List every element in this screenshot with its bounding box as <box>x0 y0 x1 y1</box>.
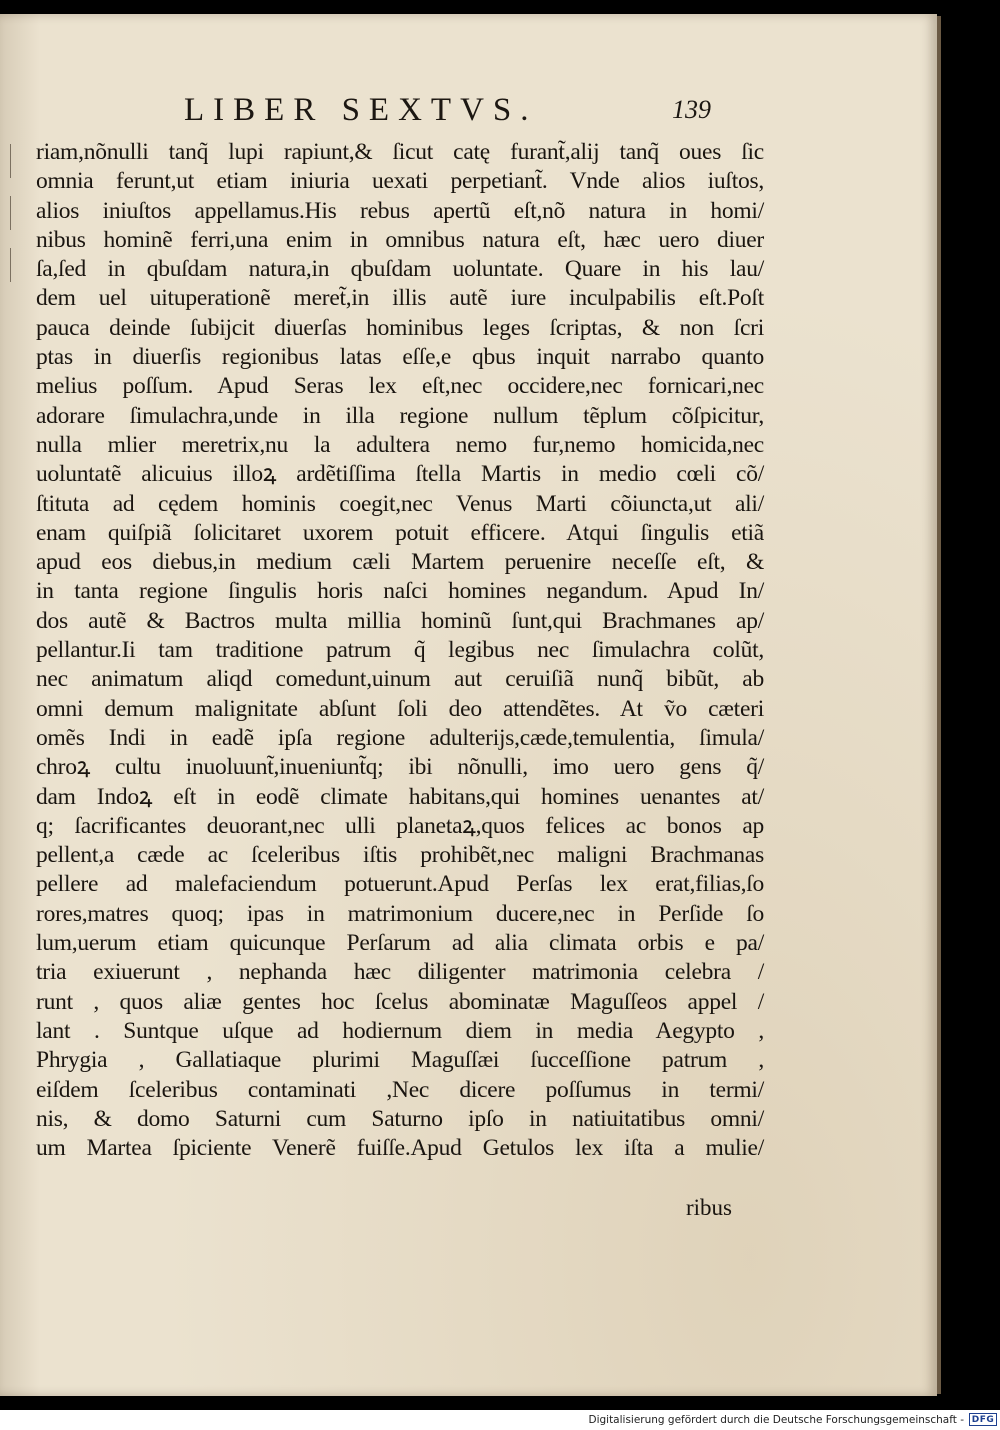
footer-bar <box>0 1410 1000 1430</box>
text-line: enam quiſpiã ſolicitaret uxorem potuit efficere. Atqui ſingulis etiã <box>36 519 764 546</box>
text-block <box>36 138 764 1163</box>
text-line: pellent,a cæde ac ſceleribus iſtis prohibẽt,nec maligni Brachmanas <box>36 842 764 869</box>
text-line: lant . Suntque uſque ad hodiernum diem in media Aegypto , <box>36 1017 764 1044</box>
text-line: riam,nõnulli tanq̃ lupi rapiunt,& ſicut catę furant̃,alij tanq̃ oues ſic <box>36 139 764 165</box>
text-line: omnia ferunt,ut etiam iniuria uexati perpetiant̃. Vnde alios iuſtos, <box>36 168 764 195</box>
text-line: nulla mlier meretrix,nu la adultera nemo fur,nemo homicida,nec <box>36 431 764 458</box>
text-line: rores,matres quoq; ipas in matrimonium ducere,nec in Perſide ſo <box>36 900 764 927</box>
text-line: uoluntatẽ alicuius illoꝝ ardẽtiſſima ſtella Martis in medio cœli cõ/ <box>36 461 764 488</box>
text-line: chroꝝ cultu inuoluunt̃,inueniunt̃q; ibi nõnulli, imo uero gens q̃/ <box>36 754 764 781</box>
text-line: nibus hominẽ ferri,una enim in omnibus natura eſt, hæc uero diuer <box>36 226 764 253</box>
text-line: um Martea ſpiciente Venerẽ fuiſſe.Apud Getulos lex iſta a mulie/ <box>36 1135 764 1162</box>
text-line: apud eos diebus,in medium cæli Martem peruenire neceſſe eſt, & <box>36 549 764 576</box>
page-edge <box>937 16 941 1394</box>
dfg-logo-icon: DFG <box>969 1413 997 1426</box>
text-line: nec animatum aliqd comedunt,uinum aut ceruiſiã nunq̃ bibũt, ab <box>36 666 764 693</box>
text-line: ſtituta ad cędem hominis coegit,nec Venus Marti cõiuncta,ut ali/ <box>36 490 764 517</box>
catchword: ribus <box>686 1195 732 1220</box>
folio-number: 139 <box>672 95 711 124</box>
text-line: in tanta regione ſingulis horis naſci homines negandum. Apud In/ <box>36 578 764 605</box>
text-line: pellantur.Ii tam traditione patrum q̃ legibus nec ſimulachra colũt, <box>36 637 764 664</box>
text-line: Phrygia , Gallatiaque plurimi Maguſſæi ſucceſſione patrum , <box>36 1047 764 1074</box>
running-title: LIBER SEXTVS. <box>184 92 538 128</box>
text-line: runt , quos aliæ gentes hoc ſcelus abominatæ Maguſſeos appel / <box>36 988 764 1015</box>
text-line: adorare ſimulachra,unde in illa regione nullum tẽplum cõſpicitur, <box>36 402 764 429</box>
text-line: alios iniuſtos appellamus.His rebus apertũ eſt,nõ natura in homi/ <box>36 197 764 224</box>
footer-credit: Digitalisierung gefördert durch die Deutsche Forschungsgemeinschaft - <box>588 1414 964 1426</box>
text-line: omẽs Indi in eadẽ ipſa regione adulterijs,cæde,temulentia, ſimula/ <box>36 724 764 751</box>
text-line: pellere ad malefaciendum potuerunt.Apud Perſas lex erat,filias,ſo <box>36 871 764 898</box>
text-line: dem uel uituperationẽ meret̃,in illis autẽ iure inculpabilis eſt.Poſt <box>36 285 764 312</box>
text-line: ſa,ſed in qbuſdam natura,in qbuſdam uoluntate. Quare in his lau/ <box>36 256 764 283</box>
book-page <box>0 14 937 1396</box>
gutter-marks <box>6 144 20 304</box>
text-line: tria exiuerunt , nephanda hæc diligenter matrimonia celebra / <box>36 959 764 986</box>
text-line: nis, & domo Saturni cum Saturno ipſo in natiuitatibus omni/ <box>36 1105 764 1132</box>
text-line: ptas in diuerſis regionibus latas eſſe,e qbus inquit narrabo quanto <box>36 344 764 371</box>
text-line: eiſdem ſceleribus contaminati ,Nec dicere poſſumus in termi/ <box>36 1076 764 1103</box>
text-line: pauca deinde ſubijcit diuerſas hominibus leges ſcriptas, & non ſcri <box>36 314 764 341</box>
text-line: omni demum malignitate abſunt ſoli deo attendẽtes. At ṽo cæteri <box>36 695 764 722</box>
text-line: melius poſſum. Apud Seras lex eſt,nec occidere,nec fornicari,nec <box>36 373 764 400</box>
text-line: dos autẽ & Bactros multa millia hominũ ſunt,qui Brachmanes ap/ <box>36 607 764 634</box>
text-line: dam Indoꝝ eſt in eodẽ climate habitans,qui homines uenantes at/ <box>36 783 764 810</box>
text-line: q; ſacrificantes deuorant,nec ulli planetaꝝ,quos felices ac bonos ap <box>36 812 764 839</box>
running-head <box>184 90 744 130</box>
text-line: lum,uerum etiam quicunque Perſarum ad alia climata orbis e pa/ <box>36 930 764 957</box>
